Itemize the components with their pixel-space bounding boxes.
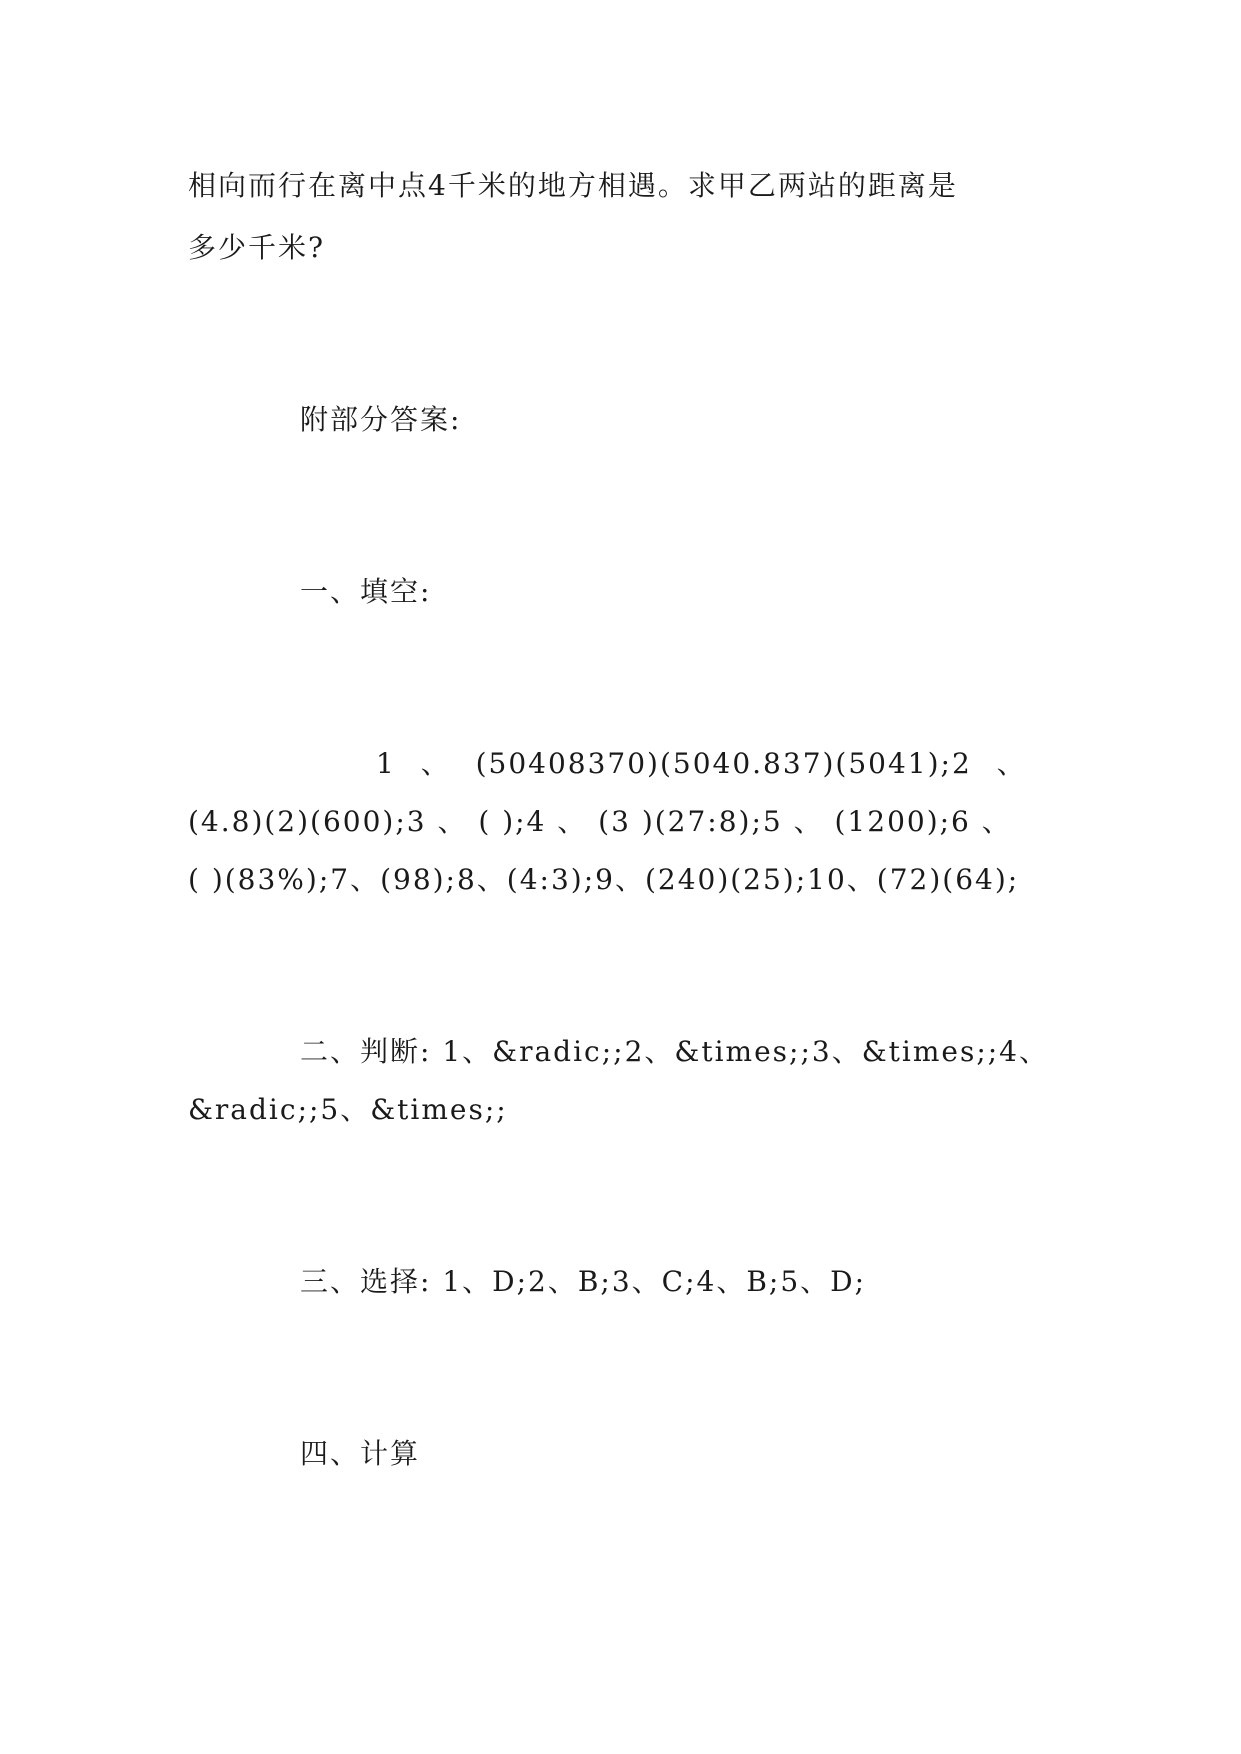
answers-heading: 附部分答案: [300, 403, 462, 436]
multiple-choice-answers: 三、选择: 1、D;2、B;3、C;4、B;5、D; [300, 1265, 867, 1298]
fill-blank-answers-line-2: (4.8)(2)(600);3 、 ( );4 、 (3 )(27:8);5 、 (1200);6 、 [188, 805, 1012, 838]
question-text-line-1: 相向而行在离中点4千米的地方相遇。求甲乙两站的距离是 [188, 169, 958, 202]
true-false-answers-line-2: &radic;;5、&times;; [188, 1093, 508, 1126]
true-false-answers-line-1: 二、判断: 1、&radic;;2、&times;;3、&times;;4、 [300, 1035, 1049, 1068]
fill-blank-answers-line-1: 1 、 (50408370)(5040.837)(5041);2 、 [376, 747, 1027, 780]
fill-blank-answers-line-3: ( )(83%);7、(98);8、(4:3);9、(240)(25);10、(72)(64); [188, 863, 1020, 896]
fill-blank-heading: 一、填空: [300, 575, 432, 608]
calculation-heading: 四、计算 [300, 1437, 421, 1470]
question-text-line-2: 多少千米? [188, 231, 326, 264]
